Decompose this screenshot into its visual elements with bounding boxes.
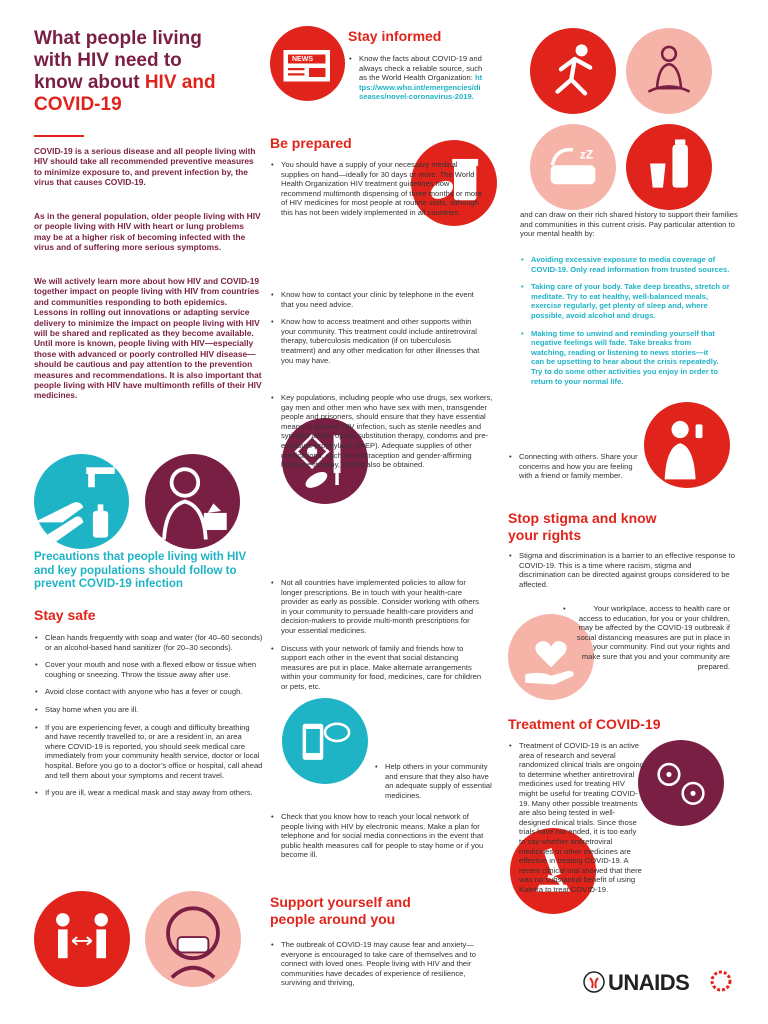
list-item: • Taking care of your body. Take deep breaths, stretch or meditate. Try to eat healthy, well-balanced meals, exercise regularly, get plenty of sleep and, where possible, avoid alcohol and drugs. [520, 282, 738, 320]
list-item: • Avoid close contact with anyone who has a fever or cough. [34, 687, 264, 697]
who-link[interactable]: https://www.who.int/emergencies/diseases/novel-coronavirus-2019. [359, 73, 483, 102]
list-item: • You should have a supply of your necessary medical supplies on hand—ideally for 30 days or more. The World Health Organization HIV treatment guidelines now recommend multimonth dispensing of three months or more of HIV medicines for most people at routine visits, although this has not been widely implemented in all countries. [270, 160, 485, 218]
list-item: • Discuss with your network of family and friends how to support each other in the event that social distancing measures are put in place. Make alternate arrangements within your community for food, medicines, care for children or pets, etc. [270, 644, 485, 692]
list-item: • Stigma and discrimination is a barrier to an effective response to COVID-19. This is a time where racism, stigma and discrimination can be directed against groups considered to be affected. [508, 551, 738, 589]
news-label: NEWS [292, 56, 313, 63]
stay-safe-heading: Stay safe [34, 607, 96, 623]
list-item: • Cover your mouth and nose with a flexed elbow or tissue when coughing or sneezing. Throw the tissue away after use. [34, 660, 264, 679]
mental-health-list [520, 255, 738, 394]
treatment-heading: Treatment of COVID-19 [508, 716, 661, 732]
water-bottle-icon [626, 124, 712, 210]
support-heading: Support yourself and people around you [270, 894, 411, 927]
list-item: • Your workplace, access to health care or access to education, for you or your children, may be affected by the COVID-19 outbreak if social distancing measures are put in place in your community. Find out your rights and make sure that you and your community are prepared. [562, 604, 730, 671]
list-item: • If you are experiencing fever, a cough and difficulty breathing and have recently travelled to, or are a resident in, an area where COVID-19 is reported, you should seek medical care immediately from your community health service, doctor or local hospital. Before you go to a doctor’s office or hospital, call ahead and tell them about your symptoms and recent travel. [34, 723, 264, 781]
list-item: • Know how to access treatment and other supports within your community. This treatment could include antiretroviral therapy, tuberculosis medication (if on tuberculosis treatment) and any other medication for other illnesses that you may have. [270, 317, 485, 365]
meditation-icon [626, 28, 712, 114]
support-continued: and can draw on their rich shared history to support their families and communities in this current crisis. Pay particular attention to your mental health by: [520, 210, 738, 239]
phone-call-person-icon [644, 402, 730, 488]
newspaper-icon [270, 26, 345, 101]
list-item: • Making time to unwind and reminding yourself that negative feelings will fade. Take breaks from watching, reading or listening to news stories—it can be upsetting to hear about the crisis repeatedly. Try to do some other activities you enjoy in order to return to your normal life. [520, 329, 720, 387]
page-title: What people living with HIV need to know about HIV and COVID-19 [34, 28, 216, 115]
list-item: • If you are ill, wear a medical mask and stay away from others. [34, 788, 264, 798]
list-item: • Not all countries have implemented policies to allow for longer prescriptions. Be in touch with your health-care provider as early as possible. Consider working with others in your community to persuade health-care providers and decision-makers to provide multi-month prescriptions for your essential medicines. [270, 578, 485, 636]
social-distance-icon [34, 891, 130, 987]
list-item: • Stay home when you are ill. [34, 705, 264, 715]
person-tissue-icon [145, 454, 240, 549]
sdg-wheel-icon [710, 970, 732, 992]
title-divider [34, 135, 84, 137]
stay-informed-item: • Know the facts about COVID-19 and always check a reliable source, such as the World Health Organization: https://www.who.int/emergencies/diseases/novel-coronavirus-2019. [348, 54, 483, 102]
list-item: • Clean hands frequently with soap and water (for 40–60 seconds) or an alcohol-based hand sanitizer (for 20–30 seconds). [34, 633, 264, 652]
list-item: • Key populations, including people who use drugs, sex workers, gay men and other men who have sex with men, transgender people and prisoners, should ensure that they have essential means to prevent HIV infection, such as sterile needles and syringes and/or opioid substitution therapy, condoms and pre-exposure prophylaxis (PrEP). Adequate supplies of other medications, such as contraception and gender-affirming hormone therapy, should also be obtained. [270, 393, 500, 470]
intro-paragraph-1: COVID-19 is a serious disease and all people living with HIV should take all recommended preventive measures to minimize exposure to, and prevent infection by, the virus that causes COVID-19. [34, 146, 256, 188]
exercise-icon [530, 28, 616, 114]
phone-chat-icon [282, 698, 368, 784]
stigma-heading: Stop stigma and know your rights [508, 510, 657, 543]
list-item: • Check that you know how to reach your local network of people living with HIV by electronic means. Make a plan for telephone and for social media connections in the event that public health measures call for people to stay home or if you become ill. [270, 812, 485, 860]
list-item: • Connecting with others. Share your concerns and how you are feeling with a friend or family member. [508, 452, 643, 481]
un-emblem-icon [582, 970, 606, 994]
list-item: • The outbreak of COVID-19 may cause fear and anxiety—everyone is encouraged to take care of themselves and to connect with loved ones. People living with HIV and their communities have decades of experience of resilience, surviving and thriving, [270, 940, 490, 988]
sleep-icon [530, 124, 616, 210]
handwash-icon [34, 454, 129, 549]
precautions-heading: Precautions that people living with HIV and key populations should follow to prevent COVID-19 infection [34, 551, 247, 590]
intro-paragraph-2: As in the general population, older people living with HIV or people living with HIV with heart or lung problems may be at a higher risk of becoming infected with the virus and of suffering more serious symptoms. [34, 211, 261, 253]
unaids-logo: UNAIDS [582, 962, 732, 1002]
svg-text:zZ: zZ [579, 147, 594, 162]
face-mask-icon [145, 891, 241, 987]
list-item: • Avoiding excessive exposure to media coverage of COVID-19. Only read information from trusted sources. [520, 255, 738, 274]
virus-icon [638, 740, 724, 826]
be-prepared-heading: Be prepared [270, 135, 352, 151]
list-item: • Know how to contact your clinic by telephone in the event that you need advice. [270, 290, 485, 309]
stay-safe-list [34, 633, 264, 806]
stay-informed-heading: Stay informed [348, 28, 442, 44]
list-item: • Help others in your community and ensure that they also have an adequate supply of essential medicines. [374, 762, 494, 800]
list-item: • Treatment of COVID-19 is an active area of research and several randomized clinical trials are ongoing to determine whether antiretroviral medicines used for treating HIV might be useful for treating COVID-19. Many other possible treatments are also being tested in well-designed clinical trials. Since those trials have not ended, it is too early to say whether antiretroviral medicines or other medicines are effective in treating COVID-19. A recent clinical trial showed that there was no substantial benefit of using Kaletra to treat COVID-19. [508, 741, 644, 895]
intro-paragraph-3: We will actively learn more about how HIV and COVID-19 together impact on people living with HIV from countries and communities responding to both epidemics. Lessons in rolling out innovations or adapting service delivery to minimize the impact on people living with HIV will be shared and replicated as they become available. Until more is known, people living with HIV—especially those with advanced or poorly controlled HIV disease—should be cautious and pay attention to the prevention measures and recommendations. It is also important that people living with HIV have multimonth refills of their HIV medicines. [34, 276, 262, 401]
